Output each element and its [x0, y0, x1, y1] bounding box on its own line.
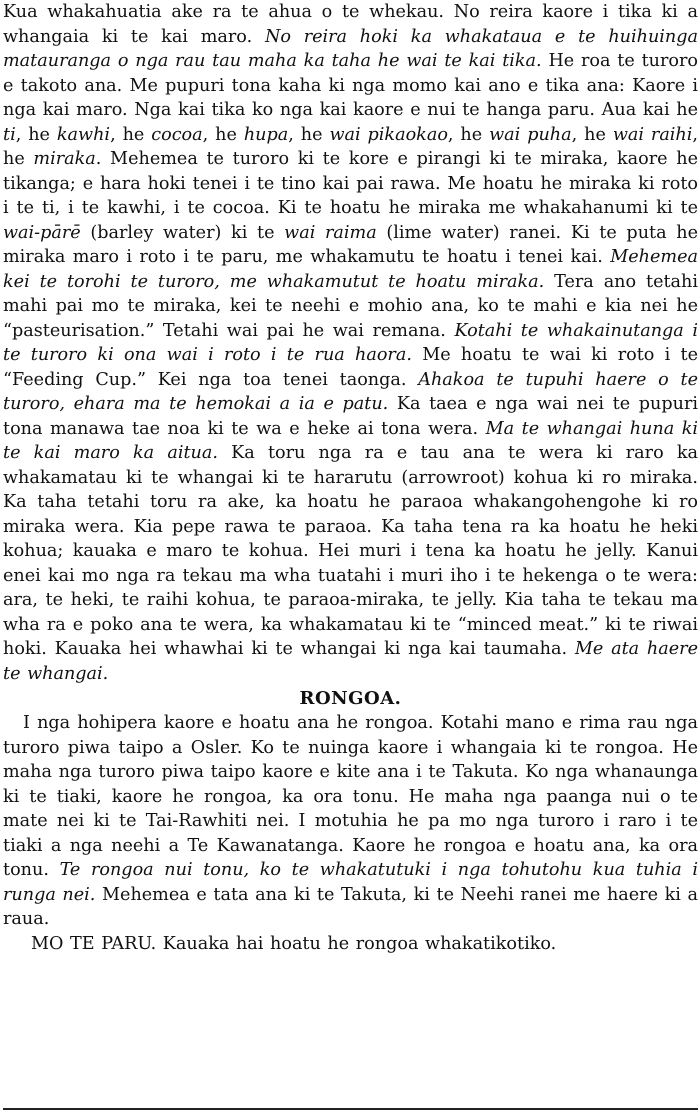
- para1-run: cocoa: [151, 124, 203, 145]
- para1-run: . Mehemea te turoro ki te kore e pirangi ki te miraka, kaore he tikanga; e hara hoki tenei i te tino kai pai rawa. Me hoatu he miraka ki roto i te ti, i te kawhi, i te cocoa. Ki te hoatu he miraka me whakahanumi ki te: [3, 149, 698, 218]
- bottom-rule: [3, 1108, 698, 1110]
- paragraph-diet: [3, 0, 698, 686]
- para1-run: , he: [110, 124, 152, 145]
- para1-run: , he: [3, 124, 698, 169]
- para1-run: , he: [202, 124, 244, 145]
- paragraph-mo-te-paru: [3, 932, 698, 957]
- para1-run: , he: [447, 124, 490, 145]
- para1-run: , he: [288, 124, 330, 145]
- para1-run: wai raihi: [612, 124, 693, 145]
- para1-run: Tera ano tetahi mahi pai mo te miraka, kei te neehi e mohio ana, ko te mahi e kia nei he “pasteurisation.” Tetahi wai pai he wai remana.: [3, 271, 698, 341]
- para3-run: MO TE PARU.: [31, 933, 157, 954]
- para1-run: (lime water) ranei. Ki te puta he miraka maro i roto i te paru, me whakamutu te hoatu i tenei kai.: [3, 222, 698, 267]
- para1-run: Ka toru nga ra e tau ana te wera ki raro ka whakamatau ki te whangai ki te hararutu (arrowroot) kohua ki ro miraka. Ka taha tetahi toru ra ake, ka hoatu he paraoa whakangohengohe ki ro miraka wera. Kia pepe rawa te paraoa. Ka taha tena ra ka hoatu he heki kohua; kauaka e maro te kohua. Hei muri i tena ka hoatu he jelly. Kanui enei kai mo nga ra tekau ma wha tuatahi i muri iho i te hekenga o te wera: ara, te heki, te raihi kohua, te paraoa-miraka, te jelly. Kia taha te tekau ma wha ra e poko ana te wera, ka whakamatau ki te “minced meat.” ki te riwai hoki. Kauaka hei whawhai ki te whangai ki nga kai taumaha.: [3, 443, 698, 659]
- para1-run: miraka: [33, 149, 96, 169]
- para1-run: wai-pārē: [3, 222, 81, 243]
- para2-segments: [3, 713, 698, 929]
- paragraph-rongoa: [3, 711, 698, 932]
- para1-run: Kua whakahuatia ake ra te ahua o te whekau. No reira kaore i tika ki a whangaia ki te kai maro.: [3, 2, 698, 47]
- para2-run: Te rongoa nui tonu, ko te whakatutuki i nga tohutohu kua tuhia i runga nei.: [3, 860, 699, 905]
- para2-run: I nga hohipera kaore e hoatu ana he rongoa. Kotahi mano e rima rau nga turoro piwa taipo a Osler. Ko te nuinga kaore i whangaia ki te rongoa. He maha nga turoro piwa taipo kaore e kite ana i te Takuta. Ko nga whanaunga ki te tiaki, kaore he rongoa, ka ora tonu. He maha nga paanga nui o te mate nei ki te Tai-Rawhiti nei. I motuhia he pa mo nga turoro i raro i te tiaki a nga neehi a Te Kawanatanga. Kaore he rongoa e hoatu ana, ka ora tonu.: [3, 713, 698, 880]
- para1-run: wai pikaokao: [329, 124, 448, 145]
- para1-run: He roa te turoro e takoto ana. Me pupuri tona kaha ki nga momo kai ano e tika ana: Kaore i nga kai maro. Nga kai tika ko nga kai kaore e nui te hanga paru. Aua kai he: [3, 51, 698, 120]
- para1-run: Ahakoa te tupuhi haere o te turoro, ehara ma te hemokai a ia e patu.: [3, 369, 698, 414]
- para3-run: Kauaka hai hoatu he rongoa whakatikotiko.: [156, 933, 557, 954]
- para1-run: Ka taea e nga wai nei te pupuri tona manawa tae noa ki te wa e heke ai tona wera.: [3, 394, 698, 439]
- para1-run: No reira hoki ka whakataua e te huihuinga matauranga o nga rau tau maha ka taha he wai te kai tika.: [3, 26, 698, 71]
- para1-run: (barley water) ki te: [80, 222, 285, 243]
- para1-run: hupa: [243, 124, 289, 145]
- para3-segments: [31, 934, 556, 954]
- section-heading-rongoa: RONGOA.: [299, 688, 402, 709]
- para1-run: wai raima: [284, 222, 377, 243]
- para1-run: Me ata haere te whangai.: [3, 639, 698, 684]
- para1-run: kawhi: [56, 124, 111, 145]
- para1-run: Kotahi te whakainutanga i te turoro ki ona wai i roto i te rua haora.: [3, 320, 698, 365]
- para1-run: , he: [571, 124, 613, 145]
- para1-run: ti: [3, 124, 16, 145]
- para1-run: Mehemea kei te torohi te turoro, me whakamutut te hoatu miraka.: [3, 247, 698, 292]
- para1-run: , he: [15, 124, 57, 145]
- para1-run: Me hoatu te wai ki roto i te “Feeding Cup.” Kei nga toa tenei taonga.: [3, 345, 698, 390]
- para1-run: Ma te whangai huna ki te kai maro ka aitua.: [3, 418, 698, 463]
- para2-run: Mehemea e tata ana ki te Takuta, ki te Neehi ranei me haere ki a raua.: [3, 884, 698, 929]
- para1-segments: [3, 2, 698, 684]
- para1-run: wai puha: [489, 124, 572, 145]
